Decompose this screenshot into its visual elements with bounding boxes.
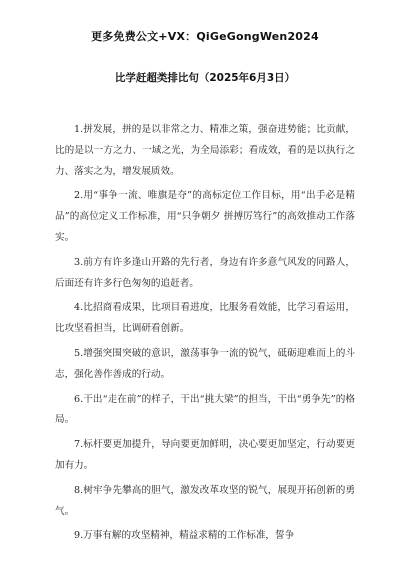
paragraph: 8.树牢争先攀高的胆气，激发改革攻坚的锐气，展现开拓创新的勇气。 [55, 484, 355, 517]
promo-header: 更多免费公文+VX：QiGeGongWen2024 [91, 30, 319, 43]
paragraph: 7.标杆要更加提升，导向要更加鲜明，决心要更加坚定，行动要更加有力。 [55, 439, 355, 471]
paragraph: 4.比招商看成果，比项目看进度，比服务看效能，比学习看运用，比攻坚看担当，比调研看创新。 [55, 302, 355, 335]
document-body [55, 120, 355, 551]
paragraph: 3.前方有许多逢山开路的先行者，身边有许多意气风发的同路人，后面还有许多行色匆匆的追赶者。 [55, 256, 355, 289]
paragraph: 1.拼发展，拼的是以非常之力、精准之策，强奋进势能；比贡献，比的是以一方之力、一域之光，为全局添彩；看成效，看的是以执行之力、落实之为，增发展质效。 [55, 124, 355, 177]
paragraph: 5.增强突围突破的意识，激荡事争一流的锐气，砥砺迎难而上的斗志，强化善作善成的行动。 [55, 347, 355, 380]
paragraph: 2.用“事争一流、唯旗是夺”的高标定位工作目标，用“出手必是精品”的高位定义工作标准，用“只争朝夕 拼搏厉笃行”的高效推动工作落实。 [55, 190, 355, 243]
paragraph: 6.干出“走在前”的样子，干出“挑大梁”的担当，干出“勇争先”的格局。 [55, 393, 355, 426]
document-title: 比学赶超类排比句（2025年6月3日） [114, 72, 296, 84]
paragraph: 9.万事有解的攻坚精神，精益求精的工作标准，誓争 [74, 530, 295, 542]
